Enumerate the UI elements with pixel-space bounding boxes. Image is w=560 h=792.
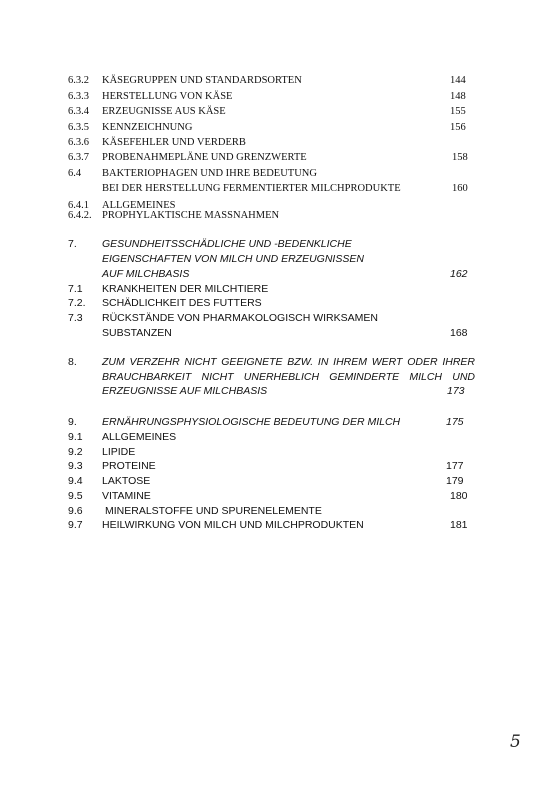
toc-entry [0,106,560,121]
toc-entry-number: 7. [68,238,77,250]
toc-entry-number: 9.2 [68,446,83,458]
toc-entry-number: 9.6 [68,505,83,517]
toc-entry [0,312,560,327]
toc-entry-title: SUBSTANZEN [102,327,172,339]
toc-entry-number: 6.3.3 [68,91,89,102]
toc-entry-number: 9.1 [68,431,83,443]
toc-entry [0,490,560,505]
toc-entry [0,416,560,431]
toc-entry [0,431,560,446]
toc-entry-page: 160 [452,183,468,194]
toc-entry [0,460,560,475]
toc-entry-page: 175 [446,416,464,428]
toc-entry [0,283,560,298]
toc-entry-page: 180 [450,490,468,502]
toc-entry-title: BRAUCHBARKEIT NICHT UNERHEBLICH GEMINDERTE MILCH UND [102,371,475,383]
toc-entry-number: 6.4 [68,168,82,179]
toc-entry-number: 6.3.7 [68,152,89,163]
toc-entry [0,297,560,312]
toc-entry-title: MINERALSTOFFE UND SPURENELEMENTE [105,505,322,517]
toc-entry-title: BEI DER HERSTELLUNG FERMENTIERTER MILCHPRODUKTE [102,183,401,194]
toc-entry-title: ERNÄHRUNGSPHYSIOLOGISCHE BEDEUTUNG DER MILCH [102,416,401,428]
toc-entry-title: BAKTERIOPHAGEN UND IHRE BEDEUTUNG [102,168,317,179]
toc-entry [0,152,560,167]
toc-entry-page: 155 [450,106,466,117]
toc-entry [0,475,560,490]
toc-entry-title: ERZEUGNISSE AUS KÄSE [102,106,226,117]
toc-entry-title: KÄSEFEHLER UND VERDERB [102,137,246,148]
toc-entry-title: ALLGEMEINES [102,431,177,443]
toc-entry-title: RÜCKSTÄNDE VON PHARMAKOLOGISCH WIRKSAMEN [102,312,378,324]
toc-entry [0,327,560,342]
toc-entry-number: 7.1 [68,283,83,295]
toc-entry-page: 148 [450,91,466,102]
toc-entry-number: 6.3.5 [68,122,89,133]
toc-entry [0,75,560,90]
toc-entry-page: 162 [450,268,468,280]
toc-entry-title: HEILWIRKUNG VON MILCH UND MILCHPRODUKTEN [102,519,364,531]
toc-entry-title: KÄSEGRUPPEN UND STANDARDSORTEN [102,75,302,86]
toc-entry-title: AUF MILCHBASIS [102,268,190,280]
toc-entry-number: 6.3.2 [68,75,89,86]
toc-entry-title: ERZEUGNISSE AUF MILCHBASIS [102,385,268,397]
toc-entry-number: 6.3.6 [68,137,89,148]
toc-entry-page: 144 [450,75,466,86]
handwritten-page-number: 5 [510,732,521,752]
toc-entry-number: 7.3 [68,312,83,324]
toc-entry-page: 168 [450,327,468,339]
toc-entry-number: 9.5 [68,490,83,502]
toc-entry-number: 9.4 [68,475,83,487]
toc-entry-number: 6.3.4 [68,106,89,117]
toc-entry-number: 9. [68,416,77,428]
toc-entry-title: SCHÄDLICHKEIT DES FUTTERS [102,297,262,309]
toc-entry-title: KENNZEICHNUNG [102,122,193,133]
toc-entry [0,505,560,520]
toc-entry-title: ALLGEMEINES [102,200,176,211]
toc-entry [0,253,560,268]
toc-entry-page: 177 [446,460,464,472]
toc-entry-page: 158 [452,152,468,163]
toc-entry-page: 181 [450,519,468,531]
toc-entry-number: 7.2. [68,297,86,309]
toc-entry [0,122,560,137]
toc-entry [0,238,560,253]
toc-entry-title: PROBENAHMEPLÄNE UND GRENZWERTE [102,152,307,163]
toc-entry [0,210,560,225]
toc-entry-number: 9.3 [68,460,83,472]
toc-entry-number: 6.4.2. [68,210,92,221]
toc-entry-number: 9.7 [68,519,83,531]
toc-entry-title: ZUM VERZEHR NICHT GEEIGNETE BZW. IN IHREM WERT ODER IHRER [102,356,475,368]
toc-entry-number: 6.4.1 [68,200,89,211]
toc-entry-page: 173 [447,385,465,397]
toc-entry [0,356,560,371]
toc-entry-page: 156 [450,122,466,133]
toc-entry-number: 8. [68,356,77,368]
toc-entry-title: VITAMINE [102,490,151,502]
toc-entry [0,446,560,461]
toc-entry [0,519,560,534]
toc-entry-title: LAKTOSE [102,475,151,487]
toc-entry-title: LIPIDE [102,446,136,458]
toc-entry [0,183,560,198]
toc-entry-title: PROTEINE [102,460,156,472]
toc-entry [0,137,560,152]
toc-entry [0,371,560,386]
toc-entry-title: HERSTELLUNG VON KÄSE [102,91,233,102]
toc-entry [0,168,560,183]
toc-entry-title: PROPHYLAKTISCHE MASSNAHMEN [102,210,280,221]
toc-entry-title: KRANKHEITEN DER MILCHTIERE [102,283,269,295]
toc-entry [0,91,560,106]
toc-entry-title: GESUNDHEITSSCHÄDLICHE UND -BEDENKLICHE [102,238,352,250]
toc-entry [0,385,560,400]
toc-entry-page: 179 [446,475,464,487]
toc-entry [0,268,560,283]
toc-entry-title: EIGENSCHAFTEN VON MILCH UND ERZEUGNISSEN [102,253,364,265]
